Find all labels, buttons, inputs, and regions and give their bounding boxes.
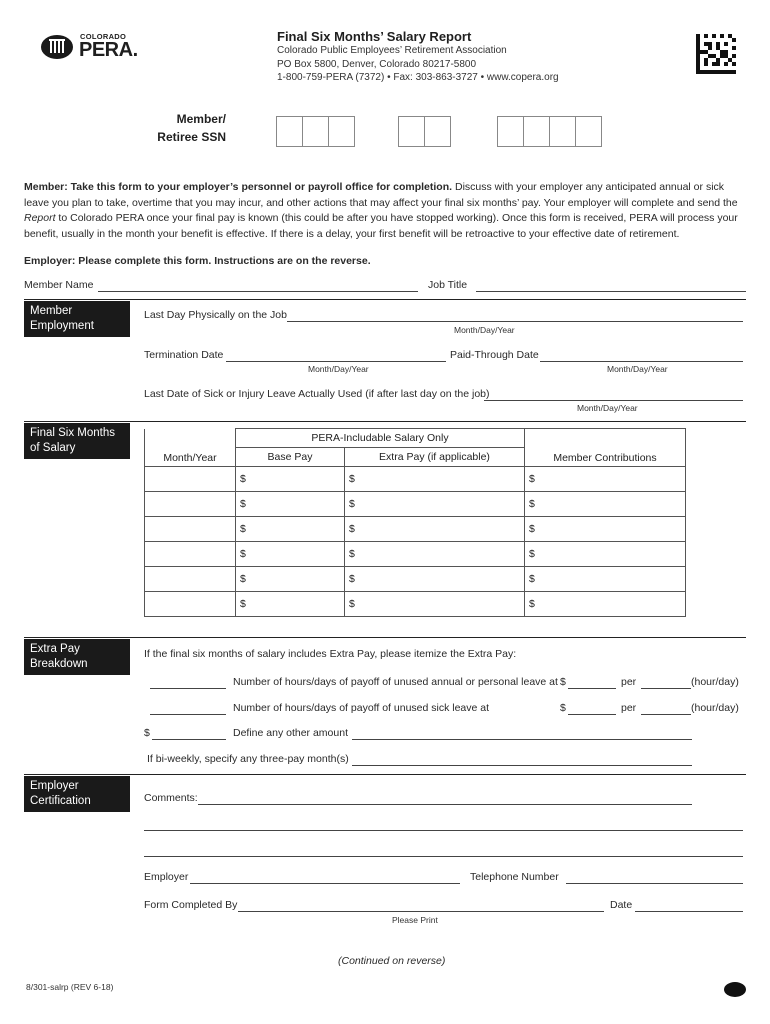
job-title-field[interactable] xyxy=(476,291,746,292)
ssn-label xyxy=(150,110,226,146)
col-group-header: PERA-Includable Salary Only xyxy=(236,429,525,448)
form-code: 8/301-salrp (REV 6-18) xyxy=(26,982,114,992)
ssn-label-line1: Member/ xyxy=(176,112,226,126)
table-row xyxy=(145,492,686,517)
sick-leave-field[interactable] xyxy=(484,400,743,401)
annual-leave-unit: (hour/day) xyxy=(691,676,739,688)
base-pay-cell[interactable]: $ xyxy=(236,492,345,517)
termination-date-field[interactable] xyxy=(226,361,446,362)
date-field[interactable] xyxy=(635,911,743,912)
col-header-base-pay: Base Pay xyxy=(236,448,345,467)
pera-logo xyxy=(40,32,140,62)
comments-field-3[interactable] xyxy=(144,856,743,857)
biweekly-field[interactable] xyxy=(352,765,692,766)
section-rule xyxy=(24,421,746,422)
extra-pay-cell[interactable]: $ xyxy=(345,542,525,567)
org-name: Colorado Public Employees’ Retirement Association xyxy=(277,45,507,56)
member-contributions-cell[interactable]: $ xyxy=(525,517,686,542)
annual-leave-unit-field[interactable] xyxy=(641,688,691,689)
month-year-cell[interactable] xyxy=(145,492,236,517)
telephone-label: Telephone Number xyxy=(470,871,559,883)
paid-through-label: Paid-Through Date xyxy=(450,349,539,361)
member-contributions-cell[interactable]: $ xyxy=(525,467,686,492)
sick-leave-currency: $ xyxy=(560,702,566,714)
month-year-cell[interactable] xyxy=(145,542,236,567)
annual-leave-rate-field[interactable] xyxy=(568,688,616,689)
member-instructions-text-b: to Colorado PERA once your final pay is known (this could be after you have stopped working). Once this form is received, PERA will process your benefit, usually in the month your benefit is effective. If there is a delay, your first benefit will be retroactive to your effective date of retirement. xyxy=(24,212,738,240)
sick-leave-label: Last Date of Sick or Injury Leave Actually Used (if after last day on the job) xyxy=(144,388,490,400)
extra-pay-cell[interactable]: $ xyxy=(345,592,525,617)
table-row xyxy=(145,517,686,542)
biweekly-label: If bi-weekly, specify any three-pay month(s) xyxy=(147,753,349,765)
extra-pay-cell[interactable]: $ xyxy=(345,567,525,592)
completed-by-label: Form Completed By xyxy=(144,899,238,911)
sick-leave-hint: Month/Day/Year xyxy=(577,403,638,413)
base-pay-cell[interactable]: $ xyxy=(236,517,345,542)
org-address: PO Box 5800, Denver, Colorado 80217-5800 xyxy=(277,59,477,70)
extra-pay-cell[interactable]: $ xyxy=(345,492,525,517)
ssn-group-1[interactable] xyxy=(276,116,355,147)
continued-note: (Continued on reverse) xyxy=(338,955,446,967)
completed-by-field[interactable] xyxy=(238,911,604,912)
member-contributions-cell[interactable]: $ xyxy=(525,492,686,517)
member-contributions-cell[interactable]: $ xyxy=(525,542,686,567)
section-tag-member-employment: Member Employment xyxy=(24,301,130,337)
employer-label: Employer xyxy=(144,871,189,883)
table-row xyxy=(145,467,686,492)
sick-leave-unit: (hour/day) xyxy=(691,702,739,714)
other-amount-currency: $ xyxy=(144,727,150,739)
month-year-cell[interactable] xyxy=(145,467,236,492)
annual-leave-per: per xyxy=(621,676,637,688)
comments-field-1[interactable] xyxy=(198,804,692,805)
col-header-extra-pay: Extra Pay (if applicable) xyxy=(345,448,525,467)
job-title-label: Job Title xyxy=(428,279,468,291)
month-year-cell[interactable] xyxy=(145,517,236,542)
member-name-field[interactable] xyxy=(98,291,418,292)
member-instructions-bold: Member: Take this form to your employer’s personnel or payroll office for completion. xyxy=(24,181,453,193)
salary-table xyxy=(144,428,686,617)
pera-logo-icon xyxy=(40,34,74,60)
employer-instructions: Employer: Please complete this form. Instructions are on the reverse. xyxy=(24,255,371,267)
extra-pay-intro: If the final six months of salary includes Extra Pay, please itemize the Extra Pay: xyxy=(144,648,517,660)
sick-leave-unit-field[interactable] xyxy=(641,714,691,715)
sick-leave-hours-field[interactable] xyxy=(150,714,226,715)
paid-through-field[interactable] xyxy=(540,361,743,362)
last-day-label: Last Day Physically on the Job xyxy=(144,309,287,321)
member-instructions-text-a: Discuss with your employer any anticipated annual or sick leave you plan to take, overtime that you may incur, and other actions that may affect your final six months’ pay. Your employer will complete and send the xyxy=(24,181,738,209)
page-marker-dot xyxy=(724,982,746,997)
section-tag-salary: Final Six Months of Salary xyxy=(24,423,130,459)
table-row xyxy=(145,592,686,617)
section-rule xyxy=(24,637,746,638)
other-amount-value-field[interactable] xyxy=(152,739,226,740)
col-header-contributions: Member Contributions xyxy=(525,429,686,467)
ssn-label-line2: Retiree SSN xyxy=(157,130,226,144)
member-contributions-cell[interactable]: $ xyxy=(525,567,686,592)
month-year-cell[interactable] xyxy=(145,592,236,617)
logo-text-main: PERA. xyxy=(79,39,138,61)
termination-date-label: Termination Date xyxy=(144,349,224,361)
annual-leave-label: Number of hours/days of payoff of unused annual or personal leave at xyxy=(233,676,558,688)
section-tag-extra-pay: Extra Pay Breakdown xyxy=(24,639,130,675)
last-day-field[interactable] xyxy=(287,321,743,322)
base-pay-cell[interactable]: $ xyxy=(236,567,345,592)
date-label: Date xyxy=(610,899,633,911)
employer-field[interactable] xyxy=(190,883,460,884)
section-rule xyxy=(24,299,746,300)
page-title: Final Six Months’ Salary Report xyxy=(277,29,472,44)
annual-leave-currency: $ xyxy=(560,676,566,688)
termination-date-hint: Month/Day/Year xyxy=(308,364,369,374)
member-name-label: Member Name xyxy=(24,279,94,291)
base-pay-cell[interactable]: $ xyxy=(236,542,345,567)
table-row xyxy=(145,542,686,567)
col-header-month: Month/Year xyxy=(145,429,236,467)
org-contact: 1-800-759-PERA (7372) • Fax: 303-863-3727 • www.copera.org xyxy=(277,72,559,83)
datamatrix-code xyxy=(696,34,736,74)
section-tag-certification: Employer Certification xyxy=(24,776,130,812)
last-day-hint: Month/Day/Year xyxy=(454,325,515,335)
logo-text-top: COLORADO xyxy=(80,32,127,41)
member-contributions-cell[interactable]: $ xyxy=(525,592,686,617)
ssn-group-3[interactable] xyxy=(497,116,602,147)
annual-leave-hours-field[interactable] xyxy=(150,688,226,689)
sick-leave-per: per xyxy=(621,702,637,714)
extra-pay-cell[interactable]: $ xyxy=(345,517,525,542)
other-amount-label: Define any other amount xyxy=(233,727,348,739)
print-hint: Please Print xyxy=(392,915,438,925)
extra-pay-cell[interactable]: $ xyxy=(345,467,525,492)
base-pay-cell[interactable]: $ xyxy=(236,467,345,492)
comments-label: Comments: xyxy=(144,792,198,804)
section-rule xyxy=(24,774,746,775)
other-amount-field[interactable] xyxy=(352,739,692,740)
sick-leave-payoff-label: Number of hours/days of payoff of unused sick leave at xyxy=(233,702,490,714)
table-row xyxy=(145,567,686,592)
month-year-cell[interactable] xyxy=(145,567,236,592)
telephone-field[interactable] xyxy=(566,883,743,884)
member-instructions xyxy=(24,180,746,242)
member-instructions-report: Report xyxy=(24,212,56,224)
comments-field-2[interactable] xyxy=(144,830,743,831)
paid-through-hint: Month/Day/Year xyxy=(607,364,668,374)
base-pay-cell[interactable]: $ xyxy=(236,592,345,617)
sick-leave-rate-field[interactable] xyxy=(568,714,616,715)
ssn-group-2[interactable] xyxy=(398,116,451,147)
